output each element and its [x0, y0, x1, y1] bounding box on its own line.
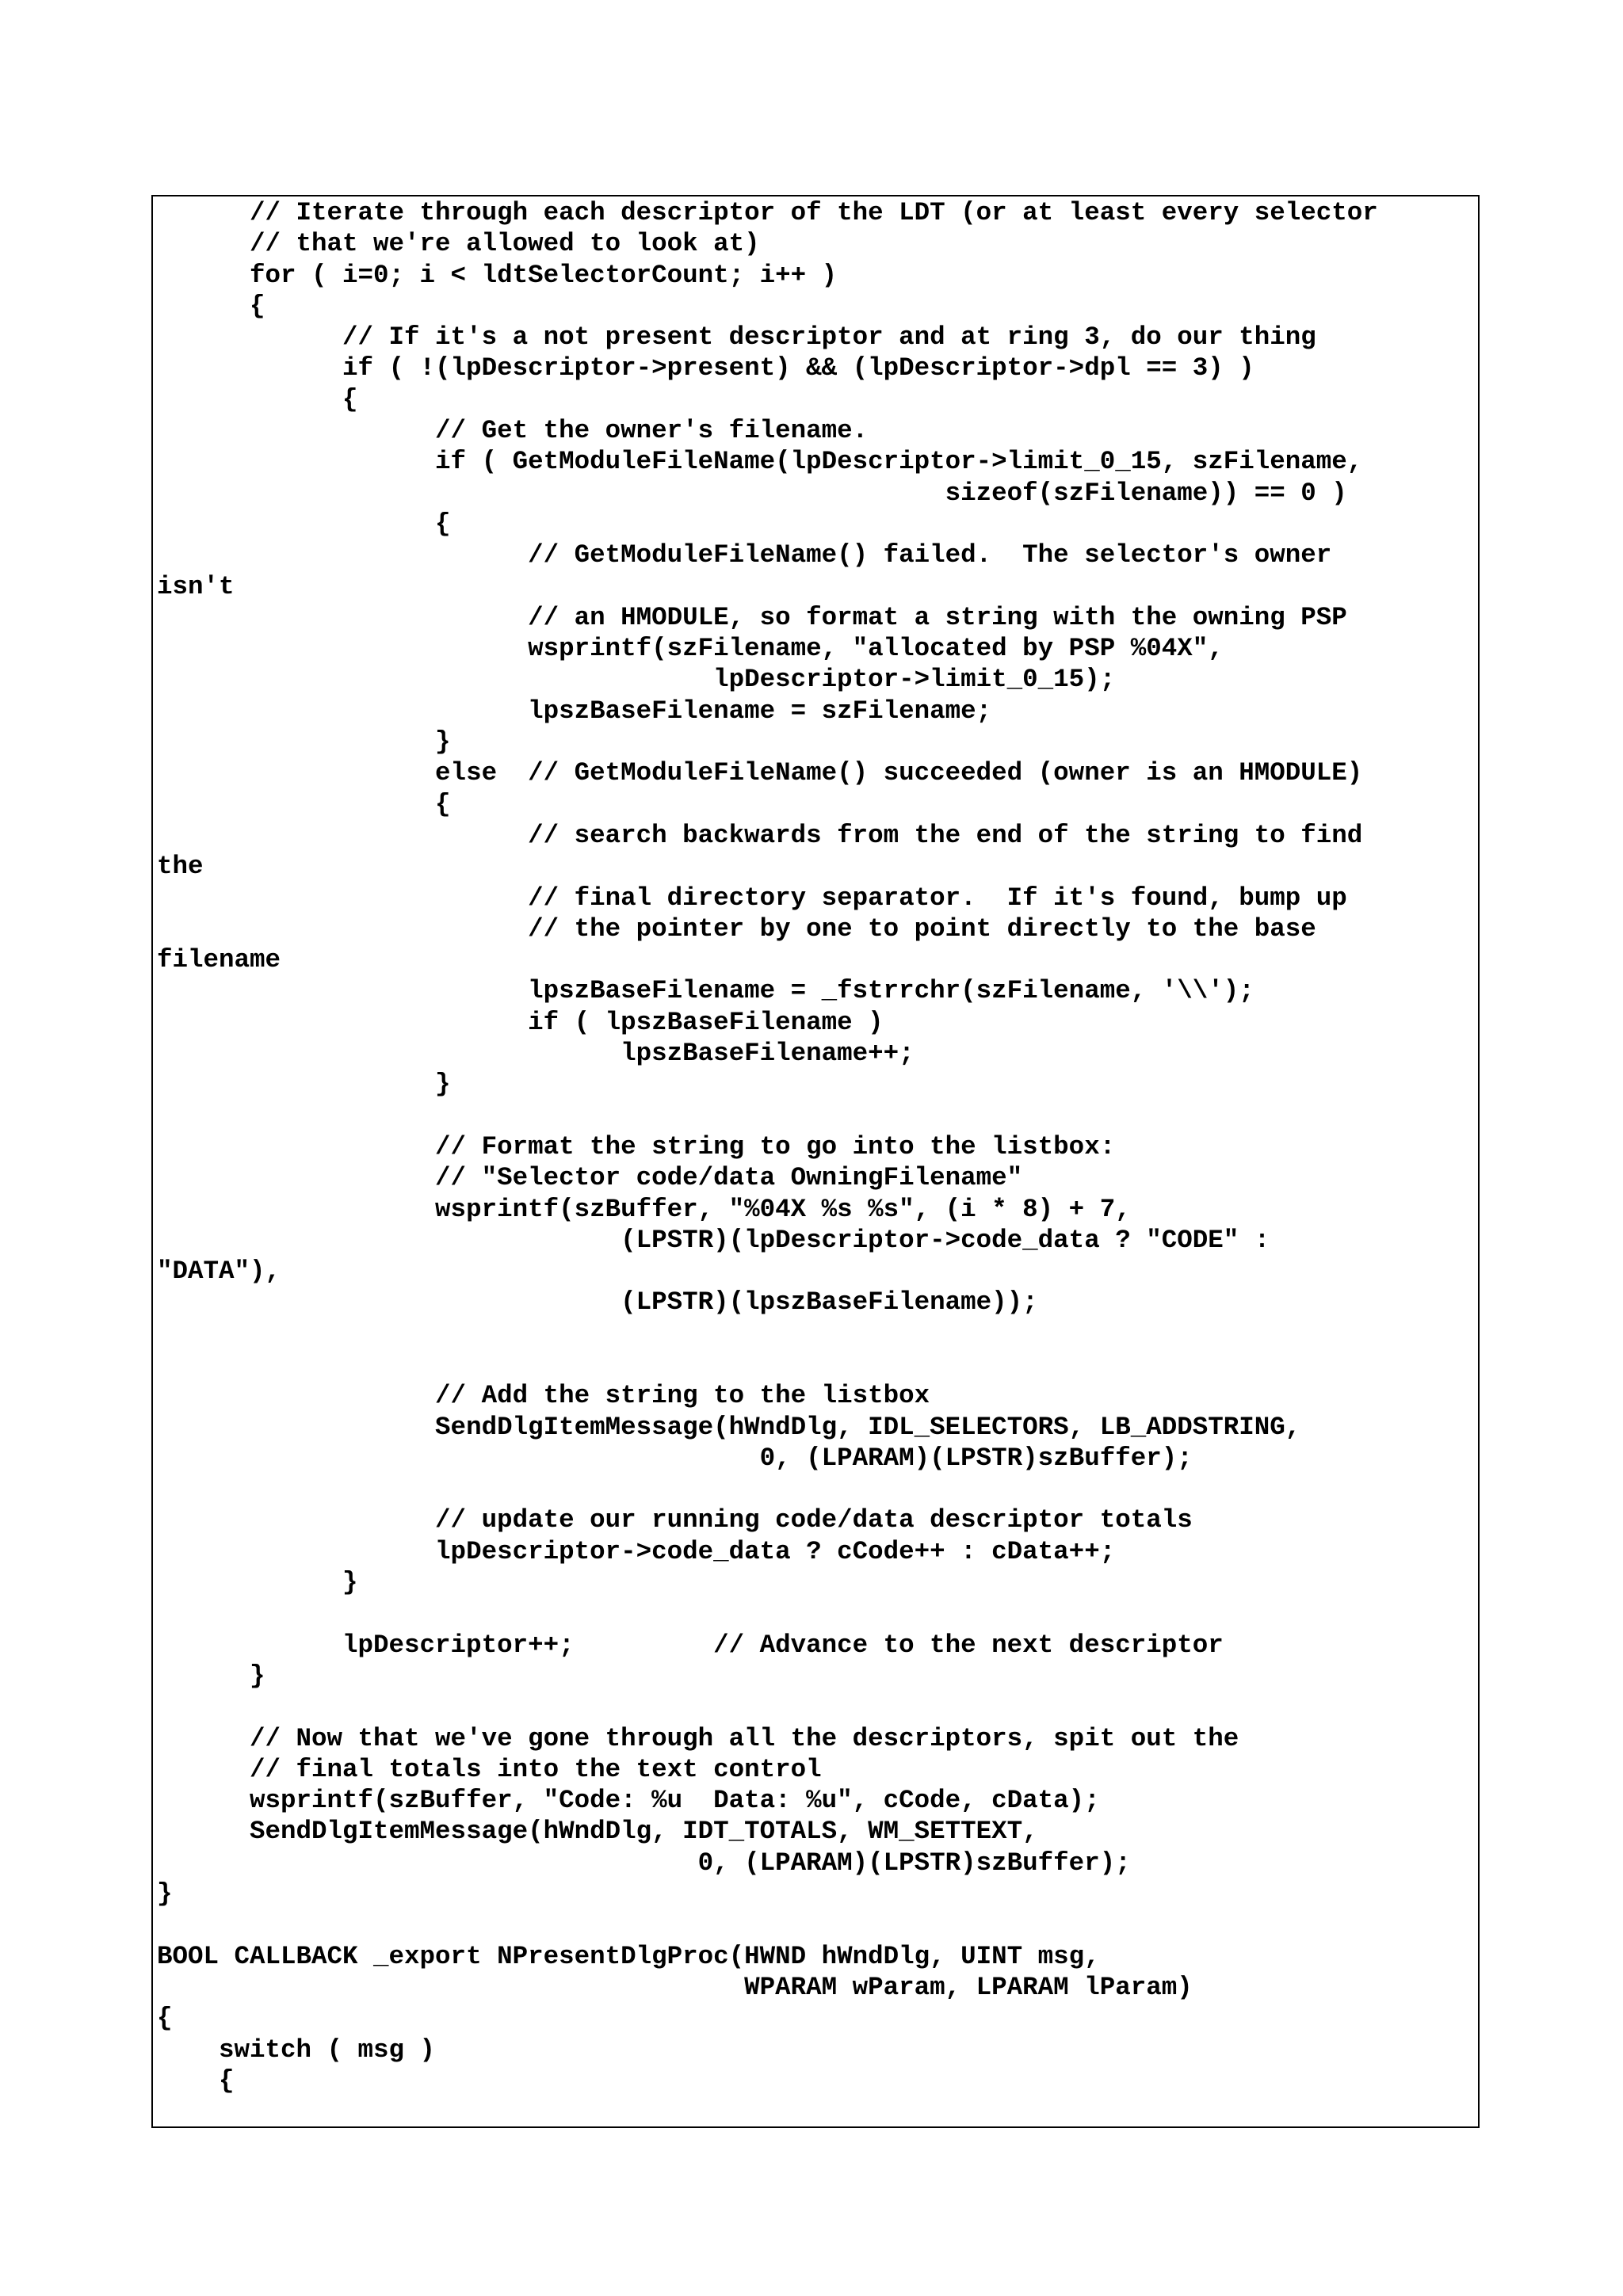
code-line	[157, 1100, 1378, 1131]
code-line: lpDescriptor->limit_0_15);	[157, 665, 1116, 695]
code-line: {	[157, 291, 265, 321]
code-line	[157, 1349, 1378, 1380]
code-line: (LPSTR)(lpDescriptor->code_data ? "CODE" :	[157, 1225, 1270, 1255]
code-line	[157, 1909, 1378, 1940]
code-line: // Format the string to go into the listbox:	[157, 1131, 1116, 1161]
code-line: // Get the owner's filename.	[157, 416, 869, 446]
code-line: switch ( msg )	[157, 2035, 436, 2065]
code-line: 0, (LPARAM)(LPSTR)szBuffer);	[157, 1443, 1193, 1473]
code-line: if ( GetModuleFileName(lpDescriptor->limit_0_15, szFilename,	[157, 447, 1363, 477]
code-line: if ( !(lpDescriptor->present) && (lpDescriptor->dpl == 3) )	[157, 353, 1254, 383]
code-line: // "Selector code/data OwningFilename"	[157, 1163, 1023, 1193]
code-line	[157, 1318, 1378, 1349]
code-line: }	[157, 727, 451, 757]
code-line: // update our running code/data descriptor totals	[157, 1505, 1193, 1535]
code-line: // search backwards from the end of the string to find	[157, 820, 1363, 850]
code-line: sizeof(szFilename)) == 0 )	[157, 478, 1347, 508]
code-line: }	[157, 1070, 451, 1100]
code-line: // Now that we've gone through all the descriptors, spit out the	[157, 1723, 1239, 1753]
code-line: if ( lpszBaseFilename )	[157, 1007, 884, 1037]
code-line: // an HMODULE, so format a string with the owning PSP	[157, 602, 1347, 632]
code-line: wsprintf(szFilename, "allocated by PSP %04X",	[157, 634, 1224, 664]
code-line: for ( i=0; i < ldtSelectorCount; i++ )	[157, 260, 838, 290]
code-line: // that we're allowed to look at)	[157, 229, 760, 259]
code-line: 0, (LPARAM)(LPSTR)szBuffer);	[157, 1848, 1131, 1878]
code-line: }	[157, 1568, 358, 1598]
code-line: SendDlgItemMessage(hWndDlg, IDT_TOTALS, WM_SETTEXT,	[157, 1817, 1038, 1847]
code-line: {	[157, 789, 451, 819]
code-listing	[157, 197, 1378, 2096]
code-line: {	[157, 509, 451, 539]
code-line: (LPSTR)(lpszBaseFilename));	[157, 1287, 1038, 1318]
code-line: WPARAM wParam, LPARAM lParam)	[157, 1972, 1193, 2002]
code-line: else // GetModuleFileName() succeeded (owner is an HMODULE)	[157, 758, 1363, 788]
code-line: lpDescriptor->code_data ? cCode++ : cData++;	[157, 1536, 1116, 1566]
code-line: lpDescriptor++; // Advance to the next descriptor	[157, 1630, 1224, 1660]
code-line: "DATA"),	[157, 1257, 281, 1287]
code-line: lpszBaseFilename++;	[157, 1039, 915, 1069]
code-line: filename	[157, 945, 281, 975]
code-line: // final directory separator. If it's found, bump up	[157, 883, 1347, 913]
code-line: {	[157, 384, 358, 414]
code-line	[157, 1474, 1378, 1505]
code-line: {	[157, 2004, 173, 2034]
code-line: {	[157, 2065, 235, 2096]
code-line: // the pointer by one to point directly to the base	[157, 913, 1316, 944]
code-line: // GetModuleFileName() failed. The selector's owner	[157, 540, 1332, 570]
code-line: the	[157, 852, 204, 882]
code-line: lpszBaseFilename = _fstrrchr(szFilename, '\\');	[157, 976, 1254, 1006]
code-line: wsprintf(szBuffer, "%04X %s %s", (i * 8) + 7,	[157, 1194, 1131, 1224]
code-line: // Add the string to the listbox	[157, 1381, 930, 1411]
code-line: }	[157, 1661, 265, 1691]
code-line	[157, 1691, 1378, 1722]
code-line: BOOL CALLBACK _export NPresentDlgProc(HWND hWndDlg, UINT msg,	[157, 1941, 1100, 1971]
code-line: SendDlgItemMessage(hWndDlg, IDL_SELECTORS, LB_ADDSTRING,	[157, 1412, 1301, 1442]
code-line: lpszBaseFilename = szFilename;	[157, 696, 992, 726]
code-line: isn't	[157, 571, 235, 601]
code-line: wsprintf(szBuffer, "Code: %u Data: %u", cCode, cData);	[157, 1786, 1100, 1816]
code-line: // If it's a not present descriptor and at ring 3, do our thing	[157, 322, 1316, 353]
code-line: // Iterate through each descriptor of the LDT (or at least every selector	[157, 198, 1378, 227]
code-line	[157, 1598, 1378, 1629]
code-line: }	[157, 1879, 173, 1909]
code-line: // final totals into the text control	[157, 1754, 822, 1784]
